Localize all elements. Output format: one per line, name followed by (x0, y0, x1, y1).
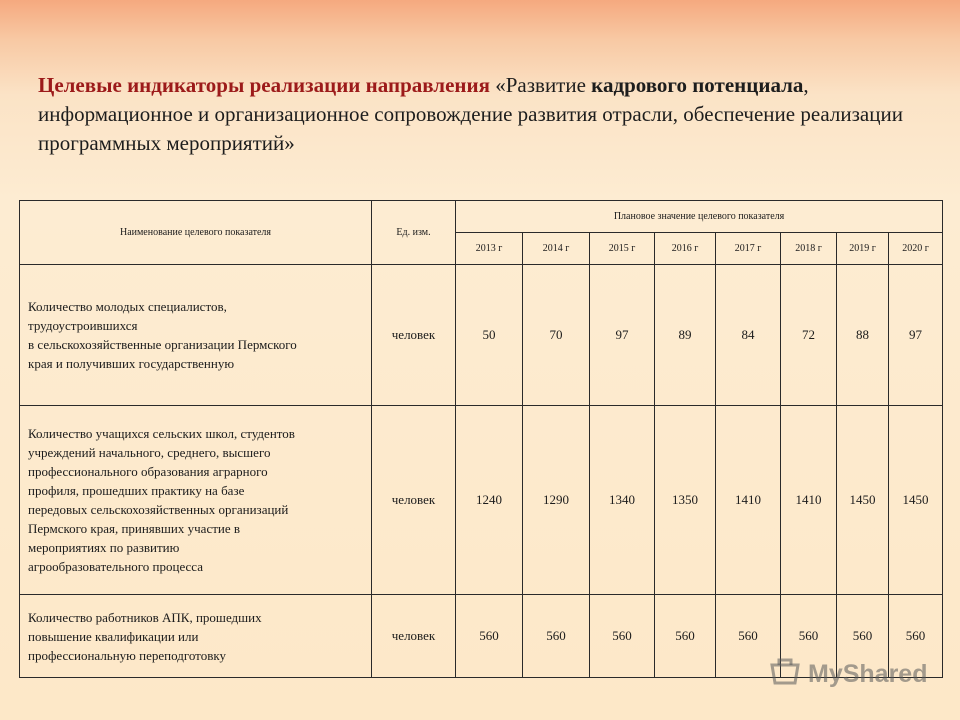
year-2014: 2014 г (523, 233, 590, 265)
year-2017: 2017 г (716, 233, 781, 265)
indicator-line: края и получивших государственную (28, 356, 235, 371)
year-2016: 2016 г (655, 233, 716, 265)
indicator-line: трудоустроившихся (28, 318, 138, 333)
indicator-line: профессиональную переподготовку (28, 647, 226, 663)
value-cell: 97 (590, 265, 655, 406)
myshared-watermark (768, 656, 938, 692)
year-2013: 2013 г (456, 233, 523, 265)
value-cell: 1290 (523, 406, 590, 595)
indicator-name (20, 265, 372, 406)
value-cell: 560 (781, 595, 837, 678)
value-cell: 88 (837, 265, 889, 406)
title-highlight: Целевые индикаторы реализации направления (38, 73, 490, 97)
value-cell: 560 (889, 595, 943, 678)
indicator-line: агрообразовательного процесса (28, 559, 204, 574)
value-cell: 1240 (456, 406, 523, 595)
year-2018: 2018 г (781, 233, 837, 265)
value-cell: 89 (655, 265, 716, 406)
value-cell: 560 (655, 595, 716, 678)
value-cell: 560 (590, 595, 655, 678)
indicator-line: учреждений начального, среднего, высшего (28, 445, 271, 460)
unit-cell: человек (372, 265, 456, 406)
indicator-line: профессионального образования аграрного (28, 464, 268, 479)
value-cell: 97 (889, 265, 943, 406)
indicator-line: Количество молодых специалистов, (28, 299, 227, 314)
unit-cell: человек (372, 406, 456, 595)
title-text-2: , информационное и организационное сопровождение развития отрасли, обеспечение реализации программных мероприятий» (38, 73, 903, 155)
title-bold: кадрового потенциала (591, 73, 804, 97)
indicator-line: профиля, прошедших практику на базе (28, 483, 245, 498)
value-cell: 560 (523, 595, 590, 678)
indicators-table (19, 200, 943, 678)
unit-cell: человек (372, 595, 456, 678)
year-2015: 2015 г (590, 233, 655, 265)
year-2019: 2019 г (837, 233, 889, 265)
indicator-name (20, 595, 372, 678)
value-cell: 1450 (889, 406, 943, 595)
table-row (20, 265, 943, 406)
value-cell: 560 (456, 595, 523, 678)
value-cell: 1350 (655, 406, 716, 595)
header-indicator-name: Наименование целевого показателя (20, 201, 372, 265)
header-unit: Ед. изм. (372, 201, 456, 265)
indicator-line: передовых сельскохозяйственных организаций (28, 502, 289, 517)
indicator-line: Количество учащихся сельских школ, студентов (28, 426, 295, 441)
myshared-logo-icon (768, 655, 802, 694)
value-cell: 1340 (590, 406, 655, 595)
value-cell: 84 (716, 265, 781, 406)
indicator-line: в сельскохозяйственные организации Пермского (28, 337, 297, 352)
title-text-1: «Развитие (489, 73, 592, 97)
slide-title (38, 71, 938, 158)
value-cell: 560 (716, 595, 781, 678)
indicator-line: Пермского края, принявших участие в (28, 521, 241, 536)
header-plan-value: Плановое значение целевого показателя (456, 201, 943, 233)
value-cell: 72 (781, 265, 837, 406)
table-row (20, 406, 943, 595)
indicator-name (20, 406, 372, 595)
indicator-line: Количество работников АПК, прошедших (28, 609, 262, 625)
value-cell: 50 (456, 265, 523, 406)
value-cell: 1410 (716, 406, 781, 595)
value-cell: 70 (523, 265, 590, 406)
indicator-line: мероприятиях по развитию (28, 540, 180, 555)
value-cell: 560 (837, 595, 889, 678)
indicator-line: повышение квалификации или (28, 628, 199, 644)
value-cell: 1410 (781, 406, 837, 595)
value-cell: 1450 (837, 406, 889, 595)
watermark-text: MyShared (808, 659, 928, 688)
year-2020: 2020 г (889, 233, 943, 265)
